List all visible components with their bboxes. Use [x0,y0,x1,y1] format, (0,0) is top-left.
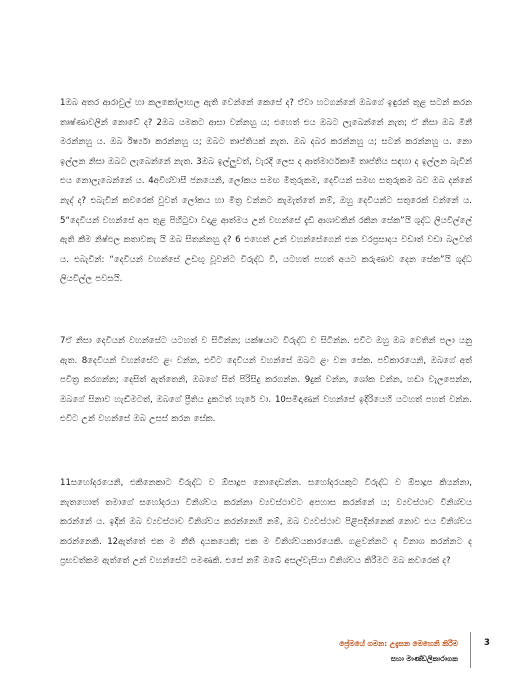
paragraph-2-text: 7ඒ නිසා දෙවියන් වහන්සේට යටහත් ව සිටින්න; යක්ෂයාට විරුද්ධ ව සිටින්න. එවිට ඔහු ඔබ වෙතින් පලා යනු ඇත. 8දෙවියන් වහන්සේට ළං වන්න, එවිට දෙවියන් වහන්සේ ඔබට ළං වන සේක. පව්කාරයෙනි, ඔබගේ අත් පවිත්‍ර කරගන්න; දෙසිත් ඇත්තෙනි, ඔබගේ සිත් පිරිසිදු කරගන්න. 9දුක් වන්න, ශෝක වන්න, හඬා වැලපෙන්න, ඔබගේ සිනාව හැඬීමටත්, ඔබගේ ප්‍රීතිය දුකටත් හැරේ වා. 10සමිඳාණන් වහන්සේ ඉදිරියෙහි යටහත් පහත් වන්න. එවිට උන් වහන්සේ ඔබ උසස් කරන සේක. [60,336,472,425]
paragraph-3 [60,474,472,572]
page-number: 3 [484,638,490,648]
footer-title: ප්‍රේමයේ ගමන: උදැසන මෙහෙනි කිරීම [339,639,458,648]
footer-subtitle: සහා මාණ්ඩලිකාරාගක [390,654,458,663]
paragraph-3-text: 11සහෝදරයෙනි, එකිනෙකාට විරුද්ධ ව ඕපාදූප නොදොඩන්න. සහෝදරයකුට විරුද්ධ ව ඕපාදූප කියන්නා, නැතහොත් තමාගේ සහෝදරයා විනිශ්චය කරන්නා ව්‍යවස්ථාවට අපහාස කරන්නේ ය; ව්‍යවස්ථාව විනිශ්චය කරන්නේ ය. ඉදින් ඔබ ව්‍යවස්ථාව විනිශ්චය කරන්නෙහි නම්, ඔබ ව්‍යවස්ථාව පිළිපදින්නෙක් නොව එය විනිශ්චය කරන්නෙකි. 12ඇත්තේ එක ම නීති දායකයෙකි; එක ම විනිශ්චයකාරයෙකි. ගළවන්නට ද විනාශ කරන්නට ද ප්‍රභවත්කම ඇත්තේ උන් වහන්සේට පමණකි. එසේ නම් ඔබේ අසල්වැසියා විනිශ්චය කිරීමට ඔබ කවරෙක් ද? [60,478,472,567]
paragraph-1-text: 1ඔබ අතර ආරාවුල් හා කලකෝලාහල ඇති වෙන්නේ කෙසේ ද? ඒවා හටගන්නේ ඔබගේ ඉඳුරන් තුළ සටන් කරන තෘෂ්ණාවලින් නොවේ ද? 2ඔබ යමකට ආසා වන්නහු ය; එහෙත් එය ඔබට ලැබෙන්නේ නැත; ඒ නිසා ඔබ මිනී මරන්නහු ය. ඔබ ඊර්ෂ්‍යා කරන්නහු ය; ඔබට තෘප්තියක් නැත. ඔබ දබර කරන්නහු ය; සටන් කරන්නහු ය. නො ඉල්ලන නිසා ඔබට ලැබෙන්නේ නැත. 3ඔබ ඉල්ලුවත්, වැරදි ලෙස ද ආත්මාර්ථකාමී තෘප්තිය සඳහා ද ඉල්ලන බැවින් එය නොලැබෙන්නේ ය. 4අවිශ්වාසී ජනයෙනි, ලෝකය සමඟ මිතුරුකම, දෙවියන් සමඟ සතුරුකම බව ඔබ දන්නේ නැද් ද? එබැවින් කවරෙක් වුවත් ලෝකය හා මිත්‍ර වන්නට කැමැත්තේ නම්, ඔහු දෙවියන්ට සතුරෙක් වන්නේ ය. 5“දෙවියන් වහන්සේ අප තුළ පිහිටුවා වදාළ ආත්මය උන් වහන්සේ දැඩි ආශාවකින් රකින සේක”යි ශුද්ධ ලියවිල්ලේ ඇති කීම නිෂ්ඵල කතාවකැ යි ඔබ සිතන්නහු ද? 6 එහෙත් උන් වහන්සේගෙන් එන වරප්‍රසාදය වඩාත් වඩා බලවත් ය. එබැවින්: “දෙවියන් වහන්සේ උඩඟු වූවන්ට විරුද්ධ වී, යටහත් පහත් අයට කරුණාව දෙන සේක”යි ශුද්ධ ලියවිල්ල පවසයි. [60,98,472,285]
paragraph-1 [60,94,472,290]
paragraph-2 [60,332,472,430]
footer-divider [470,632,471,668]
page-footer [339,636,458,666]
